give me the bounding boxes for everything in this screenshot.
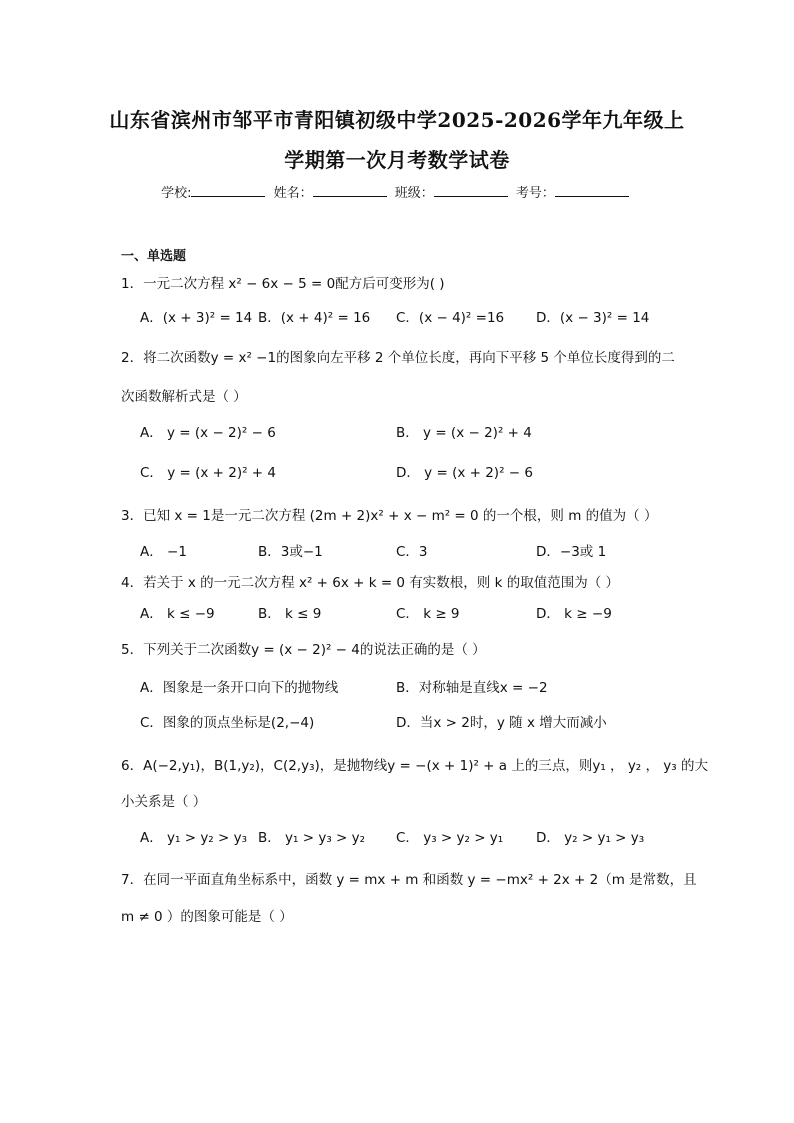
question-3-option-d: D．−3或 1	[536, 544, 607, 560]
question-3-stem: 3．已知 x = 1是一元二次方程 (2m + 2)x² + x − m² = 0 的一个根，则 m 的值为（ ）	[121, 508, 658, 524]
exam-title-line1: 山东省滨州市邹平市青阳镇初级中学2025-2026学年九年级上	[109, 108, 685, 132]
name-blank[interactable]	[313, 184, 387, 197]
question-1-option-a: A．(x + 3)² = 14	[140, 310, 253, 326]
question-2-option-a: A． y = (x − 2)² − 6	[140, 425, 276, 441]
question-1-stem: 1．一元二次方程 x² − 6x − 5 = 0配方后可变形为( )	[121, 276, 445, 292]
question-2-option-c: C． y = (x + 2)² + 4	[140, 465, 277, 481]
student-info-line	[0, 182, 794, 201]
question-7-stem-cont: m ≠ 0 ）的图象可能是（ ）	[121, 909, 293, 925]
question-4-stem: 4．若关于 x 的一元二次方程 x² + 6x + k = 0 有实数根，则 k 的取值范围为（ ）	[121, 575, 620, 591]
question-2-option-b: B． y = (x − 2)² + 4	[396, 425, 532, 441]
question-1-option-c: C．(x − 4)² =16	[396, 310, 505, 326]
question-4-option-d: D． k ≥ −9	[536, 606, 612, 622]
question-6-option-b: B． y₁ > y₃ > y₂	[258, 830, 366, 846]
section-heading: 一、单选题	[121, 249, 187, 264]
question-4-option-c: C． k ≥ 9	[396, 606, 460, 622]
question-1-option-b: B．(x + 4)² = 16	[258, 310, 371, 326]
question-3-option-c: C．3	[396, 544, 428, 560]
exam-number-blank[interactable]	[555, 184, 629, 197]
question-6-stem-cont: 小关系是（ ）	[121, 794, 207, 810]
question-6-option-a: A． y₁ > y₂ > y₃	[140, 830, 248, 846]
name-label: 姓名：	[273, 186, 313, 201]
question-1-option-d: D．(x − 3)² = 14	[536, 310, 650, 326]
question-5-option-a: A．图象是一条开口向下的抛物线	[140, 680, 339, 696]
exam-title-line2: 学期第一次月考数学试卷	[284, 148, 510, 172]
question-4-option-a: A． k ≤ −9	[140, 606, 215, 622]
question-2-stem-cont: 次函数解析式是（ ）	[121, 389, 247, 405]
school-blank[interactable]	[191, 184, 265, 197]
question-2-option-d: D． y = (x + 2)² − 6	[396, 465, 533, 481]
question-6-stem: 6．A(−2,y₁)，B(1,y₂)，C(2,y₃)，是抛物线y = −(x + 1)² + a 上的三点，则y₁ ， y₂ ， y₃ 的大	[121, 758, 708, 774]
question-7-stem: 7．在同一平面直角坐标系中，函数 y = mx + m 和函数 y = −mx² + 2x + 2（m 是常数，且	[121, 872, 697, 888]
question-4-option-b: B． k ≤ 9	[258, 606, 322, 622]
question-5-option-d: D．当x > 2时，y 随 x 增大而减小	[396, 715, 607, 731]
class-label: 班级：	[394, 186, 434, 201]
question-5-option-b: B．对称轴是直线x = −2	[396, 680, 548, 696]
question-6-option-d: D． y₂ > y₁ > y₃	[536, 830, 645, 846]
exam-number-label: 考号：	[515, 186, 555, 201]
question-5-stem: 5．下列关于二次函数y = (x − 2)² − 4的说法正确的是（ ）	[121, 642, 486, 658]
question-2-stem: 2．将二次函数y = x² −1的图象向左平移 2 个单位长度，再向下平移 5 个单位长度得到的二	[121, 350, 675, 366]
class-blank[interactable]	[434, 184, 508, 197]
question-3-option-b: B．3或−1	[258, 544, 323, 560]
question-3-option-a: A． −1	[140, 544, 187, 560]
school-label: 学校:	[161, 186, 192, 201]
question-6-option-c: C． y₃ > y₂ > y₁	[396, 830, 504, 846]
question-5-option-c: C．图象的顶点坐标是(2,−4)	[140, 715, 315, 731]
